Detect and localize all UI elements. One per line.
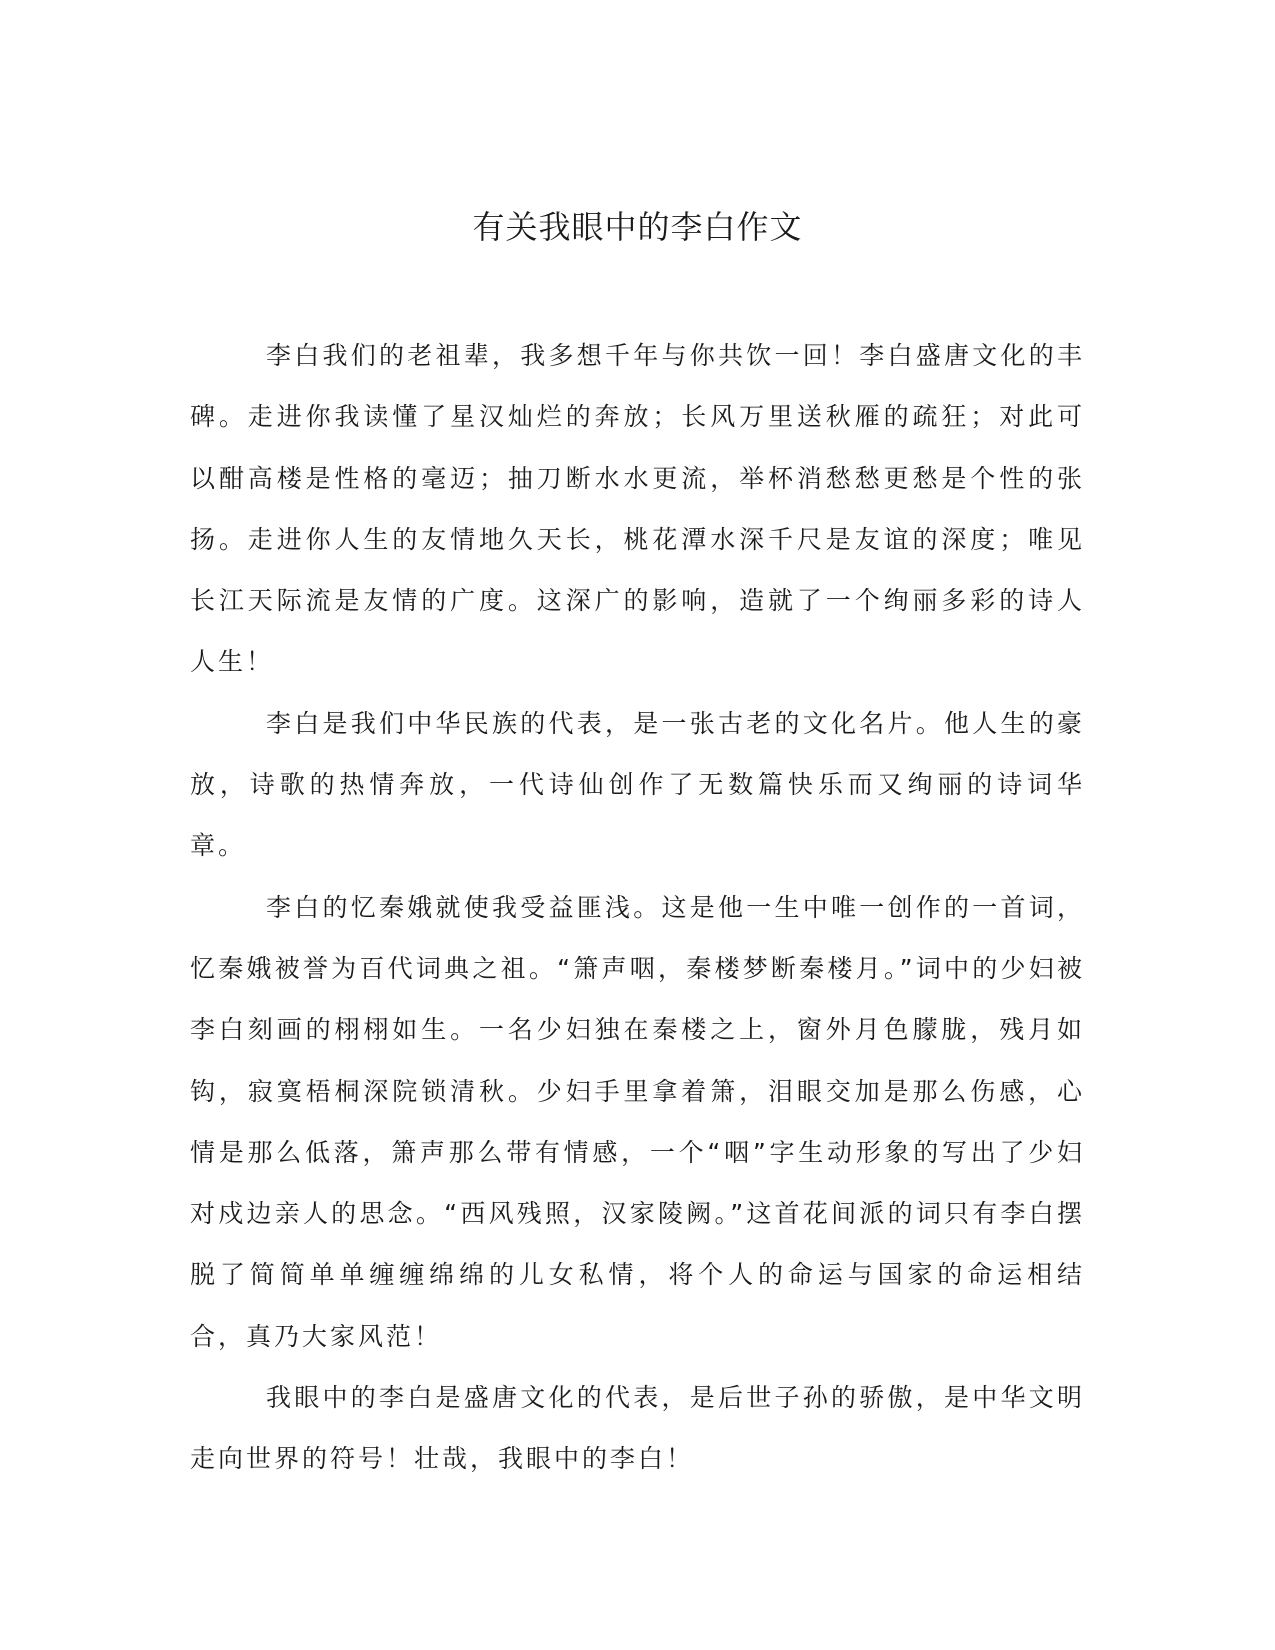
paragraph-3: 李白的忆秦娥就使我受益匪浅。这是他一生中唯一创作的一首词，忆秦娥被誉为百代词典之祖。“箫声咽，秦楼梦断秦楼月。”词中的少妇被李白刻画的栩栩如生。一名少妇独在秦楼之上，窗外月色朦胧，残月如钩，寂寞梧桐深院锁清秋。少妇手里拿着箫，泪眼交加是那么伤感，心情是那么低落，箫声那么带有情感，一个“咽”字生动形象的写出了少妇对戍边亲人的思念。“西风残照，汉家陵阙。”这首花间派的词只有李白摆脱了简简单单缠缠绵绵的儿女私情，将个人的命运与国家的命运相结合，真乃大家风范！ [190, 892, 1085, 1351]
document-title: 有关我眼中的李白作文 [472, 208, 803, 246]
paragraph-1: 李白我们的老祖辈，我多想千年与你共饮一回！李白盛唐文化的丰碑。走进你我读懂了星汉灿烂的奔放；长风万里送秋雁的疏狂；对此可以酣高楼是性格的毫迈；抽刀断水水更流，举杯消愁愁更愁是个性的张扬。走进你人生的友情地久天长，桃花潭水深千尺是友谊的深度；唯见长江天际流是友情的广度。这深广的影响，造就了一个绚丽多彩的诗人人生！ [190, 341, 1085, 677]
paragraph-4: 我眼中的李白是盛唐文化的代表，是后世子孙的骄傲，是中华文明走向世界的符号！壮哉，我眼中的李白！ [190, 1383, 1085, 1474]
paragraph-2: 李白是我们中华民族的代表，是一张古老的文化名片。他人生的豪放，诗歌的热情奔放，一代诗仙创作了无数篇快乐而又绚丽的诗词华章。 [190, 708, 1085, 861]
document-body [190, 325, 1085, 1490]
